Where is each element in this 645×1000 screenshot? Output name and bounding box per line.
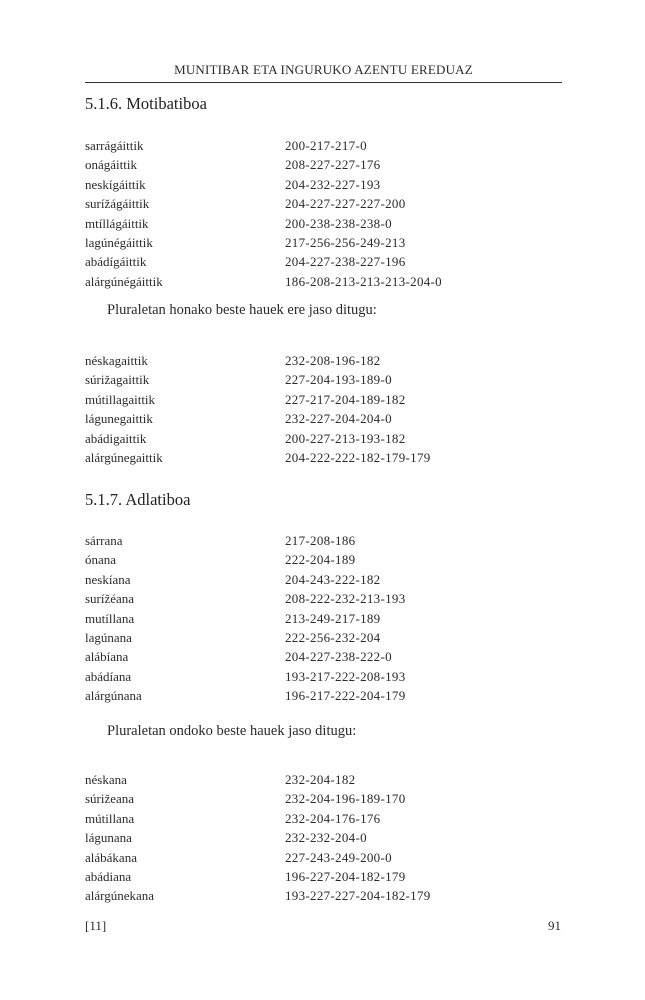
list-item: [85, 175, 565, 194]
word-form: mtíllágáittik: [85, 215, 149, 231]
word-form: mutíllana: [85, 610, 135, 626]
pitch-values: 204-232-227-193: [285, 176, 381, 192]
pitch-values: 196-217-222-204-179: [285, 688, 406, 704]
word-form: lágunana: [85, 830, 132, 846]
word-form: mútillagaittik: [85, 391, 156, 407]
list-item: [85, 570, 565, 589]
pitch-values: 232-232-204-0: [285, 830, 367, 846]
list-item: [85, 867, 565, 886]
list-item: [85, 886, 565, 905]
list-item: [85, 686, 565, 705]
word-form: neskíana: [85, 571, 131, 587]
pitch-values: 232-227-204-204-0: [285, 411, 392, 427]
list-item: [85, 390, 565, 409]
pitch-values: 204-227-238-227-196: [285, 254, 406, 270]
pitch-values: 200-238-238-238-0: [285, 215, 392, 231]
word-form: alárgúnana: [85, 688, 142, 704]
list-item: [85, 351, 565, 370]
word-form: néskagaittik: [85, 353, 148, 368]
word-form: alárgúnégáittik: [85, 273, 163, 289]
pitch-values: 200-217-217-0: [285, 138, 367, 153]
list-item: [85, 448, 565, 467]
list-item: [85, 589, 565, 608]
list-item: [85, 628, 565, 647]
pitch-values: 232-204-182: [285, 772, 356, 787]
pitch-values: 208-227-227-176: [285, 157, 381, 173]
pitch-values: 193-217-222-208-193: [285, 668, 406, 684]
pitch-values: 204-222-222-182-179-179: [285, 450, 431, 466]
page-number: 91: [548, 918, 561, 933]
pitch-values: 232-204-176-176: [285, 810, 381, 826]
list-item: [85, 429, 565, 448]
pitch-values: 227-243-249-200-0: [285, 849, 392, 865]
pitch-values: 204-227-238-222-0: [285, 649, 392, 665]
word-form: surížágáittik: [85, 196, 150, 212]
plural-intro: Pluraletan ondoko beste hauek jaso ditugu:: [107, 723, 357, 739]
word-form: súrižagaittik: [85, 372, 150, 388]
pitch-values: 232-204-196-189-170: [285, 791, 406, 807]
list-item: [85, 828, 565, 847]
pitch-values: 227-204-193-189-0: [285, 372, 392, 388]
plural-word-list: [85, 351, 565, 467]
word-form: surížéana: [85, 591, 135, 607]
running-head: MUNITIBAR ETA INGURUKO AZENTU EREDUAZ: [85, 62, 562, 83]
pitch-values: 193-227-227-204-182-179: [285, 888, 431, 904]
word-form: onágáittik: [85, 157, 137, 173]
plural-word-list: [85, 770, 565, 906]
list-item: [85, 155, 565, 174]
pitch-values: 204-243-222-182: [285, 571, 381, 587]
word-form: alábákana: [85, 849, 137, 865]
word-form: sarrágáittik: [85, 138, 144, 153]
pitch-values: 204-227-227-227-200: [285, 196, 406, 212]
word-form: alábíana: [85, 649, 129, 665]
section-title: 5.1.7. Adlatiboa: [85, 490, 191, 509]
list-item: [85, 409, 565, 428]
word-form: abádiana: [85, 869, 132, 885]
list-item: [85, 647, 565, 666]
list-item: [85, 609, 565, 628]
list-item: [85, 252, 565, 271]
pitch-values: 186-208-213-213-213-204-0: [285, 273, 442, 289]
list-item: [85, 370, 565, 389]
word-form: alárgúnegaittik: [85, 450, 163, 466]
word-form: lágunegaittik: [85, 411, 153, 427]
word-form: súrižeana: [85, 791, 135, 807]
list-item: [85, 848, 565, 867]
word-form: abádíana: [85, 668, 132, 684]
section-title: 5.1.6. Motibatiboa: [85, 94, 207, 113]
pitch-values: 200-227-213-193-182: [285, 430, 406, 446]
list-item: [85, 272, 565, 291]
pitch-values: 213-249-217-189: [285, 610, 381, 626]
list-item: [85, 531, 565, 550]
word-form: mútillana: [85, 810, 135, 826]
list-item: [85, 214, 565, 233]
list-item: [85, 667, 565, 686]
list-item: [85, 809, 565, 828]
pitch-values: 208-222-232-213-193: [285, 591, 406, 607]
pitch-values: 217-208-186: [285, 533, 356, 548]
plural-intro: Pluraletan honako beste hauek ere jaso ditugu:: [107, 302, 377, 318]
word-form: abádigaittik: [85, 430, 147, 446]
pitch-values: 196-227-204-182-179: [285, 869, 406, 885]
word-list: [85, 136, 565, 291]
word-form: sárrana: [85, 533, 123, 548]
word-form: ónana: [85, 552, 117, 568]
word-form: abádígáittik: [85, 254, 147, 270]
pitch-values: 222-256-232-204: [285, 630, 381, 646]
list-item: [85, 194, 565, 213]
list-item: [85, 233, 565, 252]
word-form: neskígáittik: [85, 176, 146, 192]
list-item: [85, 136, 565, 155]
word-form: néskana: [85, 772, 127, 787]
word-form: alárgúnekana: [85, 888, 155, 904]
list-item: [85, 770, 565, 789]
pitch-values: 217-256-256-249-213: [285, 235, 406, 251]
pitch-values: 232-208-196-182: [285, 353, 381, 368]
word-list: [85, 531, 565, 706]
list-item: [85, 789, 565, 808]
word-form: lagúnana: [85, 630, 132, 646]
pitch-values: 227-217-204-189-182: [285, 391, 406, 407]
footer-marker: [11]: [85, 918, 107, 933]
list-item: [85, 550, 565, 569]
word-form: lagúnégáittik: [85, 235, 153, 251]
pitch-values: 222-204-189: [285, 552, 356, 568]
